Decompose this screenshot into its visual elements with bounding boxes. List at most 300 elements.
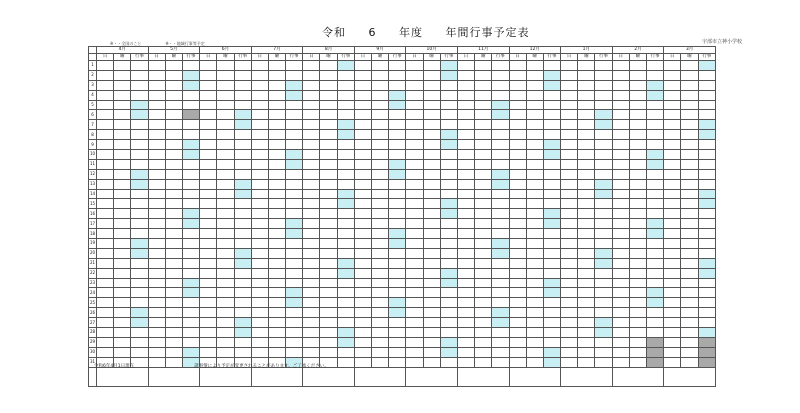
event-cell <box>131 288 148 298</box>
event-cell <box>440 278 457 288</box>
weekday-cell <box>114 179 131 189</box>
weekday-cell <box>423 159 440 169</box>
event-cell <box>698 318 715 328</box>
day-cell <box>354 130 371 140</box>
event-cell <box>492 100 509 110</box>
col-day: 日 <box>612 54 629 61</box>
day-cell <box>561 298 578 308</box>
event-cell <box>337 209 354 219</box>
day-cell <box>406 209 423 219</box>
event-cell <box>698 159 715 169</box>
day-cell <box>97 120 114 130</box>
event-cell <box>543 258 560 268</box>
weekday-cell <box>423 140 440 150</box>
event-cell <box>131 159 148 169</box>
day-cell <box>664 199 681 209</box>
remarks-cell <box>97 367 149 386</box>
title-year: 6 <box>368 26 377 39</box>
weekday-cell <box>578 110 595 120</box>
event-cell <box>337 337 354 347</box>
event-cell <box>131 229 148 239</box>
event-cell <box>492 318 509 328</box>
day-cell <box>200 110 217 120</box>
day-cell <box>148 229 165 239</box>
event-cell <box>440 229 457 239</box>
weekday-cell <box>217 159 234 169</box>
weekday-cell <box>372 248 389 258</box>
event-cell <box>543 219 560 229</box>
row-number: 10 <box>89 150 97 160</box>
event-cell <box>595 219 612 229</box>
day-cell <box>664 169 681 179</box>
weekday-cell <box>217 90 234 100</box>
event-cell <box>182 308 199 318</box>
day-cell <box>509 199 526 209</box>
event-cell <box>595 179 612 189</box>
day-cell <box>561 248 578 258</box>
weekday-cell <box>475 347 492 357</box>
event-cell <box>389 179 406 189</box>
event-cell <box>286 298 303 308</box>
weekday-cell <box>526 189 543 199</box>
event-cell <box>543 288 560 298</box>
weekday-cell <box>578 288 595 298</box>
day-cell <box>406 318 423 328</box>
table-row <box>89 90 716 100</box>
weekday-cell <box>526 110 543 120</box>
col-event: 行事 <box>182 54 199 61</box>
event-cell <box>595 347 612 357</box>
day-cell <box>561 189 578 199</box>
col-weekday: 曜 <box>320 54 337 61</box>
day-cell <box>509 169 526 179</box>
day-cell <box>457 61 474 71</box>
event-cell <box>543 328 560 338</box>
day-cell <box>664 140 681 150</box>
event-cell <box>286 110 303 120</box>
weekday-cell <box>526 61 543 71</box>
weekday-cell <box>320 239 337 249</box>
col-weekday: 曜 <box>268 54 285 61</box>
day-cell <box>664 120 681 130</box>
event-cell <box>131 189 148 199</box>
day-cell <box>303 110 320 120</box>
event-cell <box>595 229 612 239</box>
day-cell <box>354 258 371 268</box>
weekday-cell <box>423 120 440 130</box>
day-cell <box>148 337 165 347</box>
event-cell <box>543 80 560 90</box>
event-cell <box>389 209 406 219</box>
event-cell <box>131 248 148 258</box>
day-cell <box>251 337 268 347</box>
day-cell <box>303 90 320 100</box>
weekday-cell <box>629 347 646 357</box>
event-cell <box>131 120 148 130</box>
day-cell <box>97 169 114 179</box>
weekday-cell <box>268 229 285 239</box>
event-cell <box>389 298 406 308</box>
event-cell <box>440 169 457 179</box>
event-cell <box>492 80 509 90</box>
weekday-cell <box>165 258 182 268</box>
weekday-cell <box>629 357 646 367</box>
weekday-cell <box>114 298 131 308</box>
weekday-cell <box>629 189 646 199</box>
weekday-cell <box>372 258 389 268</box>
event-cell <box>131 308 148 318</box>
weekday-cell <box>475 248 492 258</box>
event-cell <box>698 130 715 140</box>
remarks-cell <box>406 367 458 386</box>
weekday-cell <box>217 61 234 71</box>
weekday-cell <box>681 288 698 298</box>
event-cell <box>698 199 715 209</box>
event-cell <box>440 90 457 100</box>
event-cell <box>131 328 148 338</box>
day-cell <box>406 130 423 140</box>
day-cell <box>200 150 217 160</box>
event-cell <box>286 248 303 258</box>
weekday-cell <box>423 248 440 258</box>
event-cell <box>595 308 612 318</box>
day-cell <box>148 258 165 268</box>
day-cell <box>148 209 165 219</box>
event-cell <box>337 357 354 367</box>
event-cell <box>182 258 199 268</box>
event-cell <box>543 70 560 80</box>
weekday-cell <box>629 229 646 239</box>
event-cell <box>389 258 406 268</box>
day-cell <box>303 328 320 338</box>
weekday-cell <box>114 90 131 100</box>
event-cell <box>182 318 199 328</box>
weekday-cell <box>268 268 285 278</box>
event-cell <box>492 199 509 209</box>
event-cell <box>389 239 406 249</box>
weekday-cell <box>423 110 440 120</box>
day-cell <box>200 169 217 179</box>
day-cell <box>561 90 578 100</box>
event-cell <box>131 169 148 179</box>
weekday-cell <box>629 308 646 318</box>
weekday-cell <box>526 298 543 308</box>
weekday-cell <box>114 110 131 120</box>
table-row <box>89 328 716 338</box>
event-cell <box>647 328 664 338</box>
day-cell <box>303 337 320 347</box>
event-cell <box>440 150 457 160</box>
weekday-cell <box>268 219 285 229</box>
day-cell <box>561 229 578 239</box>
weekday-cell <box>629 150 646 160</box>
event-cell <box>647 219 664 229</box>
weekday-cell <box>475 357 492 367</box>
day-cell <box>251 288 268 298</box>
day-cell <box>612 219 629 229</box>
day-cell <box>200 70 217 80</box>
weekday-cell <box>217 150 234 160</box>
event-cell <box>492 219 509 229</box>
weekday-cell <box>526 239 543 249</box>
day-cell <box>303 248 320 258</box>
day-cell <box>664 268 681 278</box>
weekday-cell <box>578 258 595 268</box>
weekday-cell <box>526 159 543 169</box>
day-cell <box>561 337 578 347</box>
event-cell <box>647 298 664 308</box>
weekday-cell <box>217 110 234 120</box>
row-number: 31 <box>89 357 97 367</box>
day-cell <box>251 239 268 249</box>
event-cell <box>131 100 148 110</box>
weekday-cell <box>268 70 285 80</box>
day-cell <box>148 179 165 189</box>
event-cell <box>698 278 715 288</box>
day-cell <box>457 179 474 189</box>
day-cell <box>561 308 578 318</box>
weekday-cell <box>320 298 337 308</box>
day-cell <box>97 70 114 80</box>
weekday-cell <box>372 61 389 71</box>
row-number: 30 <box>89 347 97 357</box>
day-cell <box>406 179 423 189</box>
table-row <box>89 337 716 347</box>
day-cell <box>97 61 114 71</box>
event-cell <box>698 288 715 298</box>
day-cell <box>664 229 681 239</box>
event-cell <box>543 318 560 328</box>
event-cell <box>440 357 457 367</box>
weekday-cell <box>320 248 337 258</box>
day-cell <box>303 159 320 169</box>
weekday-cell <box>268 258 285 268</box>
weekday-cell <box>268 337 285 347</box>
weekday-cell <box>165 90 182 100</box>
weekday-cell <box>372 308 389 318</box>
weekday-cell <box>526 100 543 110</box>
weekday-cell <box>372 219 389 229</box>
table-row <box>89 268 716 278</box>
event-cell <box>647 179 664 189</box>
event-cell <box>440 347 457 357</box>
corner-cell <box>89 54 97 61</box>
event-cell <box>647 258 664 268</box>
day-cell <box>148 308 165 318</box>
event-cell <box>234 278 251 288</box>
event-cell <box>492 278 509 288</box>
weekday-cell <box>372 90 389 100</box>
day-cell <box>612 278 629 288</box>
day-cell <box>561 140 578 150</box>
day-cell <box>97 179 114 189</box>
event-cell <box>389 248 406 258</box>
month-header-9: 12月 <box>509 47 561 54</box>
weekday-cell <box>320 189 337 199</box>
event-cell <box>647 189 664 199</box>
event-cell <box>389 80 406 90</box>
event-cell <box>543 248 560 258</box>
day-cell <box>561 169 578 179</box>
weekday-cell <box>114 100 131 110</box>
row-number: 23 <box>89 278 97 288</box>
weekday-cell <box>578 179 595 189</box>
col-weekday: 曜 <box>526 54 543 61</box>
event-cell <box>595 199 612 209</box>
day-cell <box>148 239 165 249</box>
event-cell <box>492 209 509 219</box>
weekday-cell <box>217 278 234 288</box>
weekday-cell <box>372 209 389 219</box>
table-row <box>89 169 716 179</box>
col-day: 日 <box>200 54 217 61</box>
weekday-cell <box>578 100 595 110</box>
day-cell <box>200 288 217 298</box>
day-cell <box>251 308 268 318</box>
day-cell <box>354 150 371 160</box>
event-cell <box>647 288 664 298</box>
day-cell <box>354 70 371 80</box>
event-cell <box>543 278 560 288</box>
day-cell <box>200 248 217 258</box>
event-cell <box>286 258 303 268</box>
day-cell <box>561 199 578 209</box>
day-cell <box>509 268 526 278</box>
day-cell <box>200 229 217 239</box>
event-cell <box>440 140 457 150</box>
day-cell <box>200 278 217 288</box>
day-cell <box>509 298 526 308</box>
day-cell <box>406 110 423 120</box>
event-cell <box>440 80 457 90</box>
month-header-3: 6月 <box>200 47 252 54</box>
day-cell <box>406 268 423 278</box>
weekday-cell <box>681 120 698 130</box>
weekday-cell <box>268 209 285 219</box>
weekday-cell <box>475 169 492 179</box>
event-cell <box>182 248 199 258</box>
event-cell <box>234 337 251 347</box>
day-cell <box>561 110 578 120</box>
weekday-cell <box>578 80 595 90</box>
event-cell <box>595 80 612 90</box>
event-cell <box>543 199 560 209</box>
weekday-cell <box>526 219 543 229</box>
weekday-cell <box>165 150 182 160</box>
weekday-cell <box>372 140 389 150</box>
event-cell <box>440 318 457 328</box>
col-day: 日 <box>148 54 165 61</box>
day-cell <box>406 219 423 229</box>
row-number: 19 <box>89 239 97 249</box>
event-cell <box>234 140 251 150</box>
event-cell <box>440 328 457 338</box>
weekday-cell <box>629 199 646 209</box>
day-cell <box>354 347 371 357</box>
event-cell <box>595 169 612 179</box>
day-cell <box>612 239 629 249</box>
weekday-cell <box>423 357 440 367</box>
day-cell <box>148 318 165 328</box>
event-cell <box>182 150 199 160</box>
event-cell <box>647 308 664 318</box>
weekday-cell <box>629 140 646 150</box>
day-cell <box>148 110 165 120</box>
day-cell <box>561 61 578 71</box>
event-cell <box>389 347 406 357</box>
weekday-cell <box>217 337 234 347</box>
weekday-cell <box>475 100 492 110</box>
day-cell <box>509 278 526 288</box>
event-cell <box>543 347 560 357</box>
weekday-cell <box>320 120 337 130</box>
weekday-cell <box>320 278 337 288</box>
event-cell <box>286 347 303 357</box>
day-cell <box>457 189 474 199</box>
weekday-cell <box>268 288 285 298</box>
col-weekday: 曜 <box>372 54 389 61</box>
weekday-cell <box>165 328 182 338</box>
event-cell <box>131 209 148 219</box>
day-cell <box>612 130 629 140</box>
event-cell <box>337 258 354 268</box>
day-cell <box>251 298 268 308</box>
day-cell <box>303 140 320 150</box>
weekday-cell <box>681 318 698 328</box>
remarks-cell <box>509 367 561 386</box>
weekday-cell <box>217 298 234 308</box>
event-cell <box>234 130 251 140</box>
event-cell <box>595 159 612 169</box>
event-cell <box>440 288 457 298</box>
day-cell <box>457 150 474 160</box>
weekday-cell <box>475 189 492 199</box>
day-cell <box>303 209 320 219</box>
weekday-cell <box>165 61 182 71</box>
event-cell <box>698 258 715 268</box>
event-cell <box>492 337 509 347</box>
event-cell <box>698 357 715 367</box>
weekday-cell <box>681 140 698 150</box>
day-cell <box>97 209 114 219</box>
day-cell <box>457 120 474 130</box>
day-cell <box>251 169 268 179</box>
day-cell <box>97 219 114 229</box>
weekday-cell <box>114 169 131 179</box>
weekday-cell <box>629 90 646 100</box>
day-cell <box>251 150 268 160</box>
weekday-cell <box>681 229 698 239</box>
legend-local: ※・・地域行事等予定 <box>165 41 205 46</box>
weekday-cell <box>681 239 698 249</box>
day-cell <box>251 268 268 278</box>
weekday-cell <box>372 179 389 189</box>
weekday-cell <box>217 219 234 229</box>
day-cell <box>148 159 165 169</box>
col-event: 行事 <box>131 54 148 61</box>
event-cell <box>234 189 251 199</box>
event-cell <box>286 328 303 338</box>
day-cell <box>664 357 681 367</box>
day-cell <box>561 159 578 169</box>
row-number: 27 <box>89 318 97 328</box>
col-event: 行事 <box>595 54 612 61</box>
day-cell <box>97 308 114 318</box>
day-cell <box>457 140 474 150</box>
day-cell <box>561 209 578 219</box>
day-cell <box>664 189 681 199</box>
weekday-cell <box>114 288 131 298</box>
